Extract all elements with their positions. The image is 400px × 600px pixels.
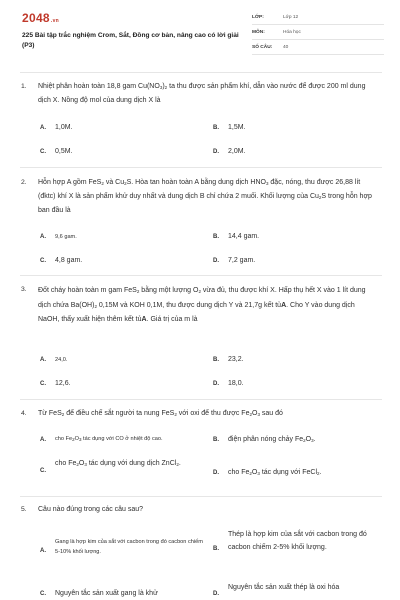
header-divider bbox=[20, 72, 382, 73]
option-letter: D. bbox=[213, 258, 219, 264]
question-number: 3. bbox=[21, 286, 27, 293]
site-logo[interactable] bbox=[22, 11, 59, 25]
question-text: Đốt cháy hoàn toàn m gam FeS$_2$ bằng một lượng $O_2$ vừa đủ, thu được khí X. Hấp thụ hết X vào 1 lít dung dịch chứa $Ba(OH)_2$ 0,15M và KOH 0,1M, thu được dung dịch Y và 21,7g kết tủA. Cho Y vào dung dịch NaOH, thấy xuất hiện thêm kết tủA. Giá trị của m là bbox=[38, 287, 366, 323]
option-text: 1,5M. bbox=[228, 124, 246, 131]
option-text: 1,0M. bbox=[55, 124, 73, 131]
document-title: 225 Bài tập trắc nghiệm Crom, Sắt, Đồng cơ bản, nâng cao có lời giải (P3) bbox=[22, 32, 239, 49]
option-text: Gang là hợp kim của sắt với cacbon trong đó cacbon chiếm 5-10% khối lượng. bbox=[55, 539, 203, 555]
question-divider bbox=[20, 496, 382, 497]
option-text: Nguyên tắc sản xuất thép là oxi hóa bbox=[228, 584, 340, 591]
option-text: 7,2 gam. bbox=[228, 257, 256, 264]
meta-class-row bbox=[252, 12, 384, 25]
option-text: 23,2. bbox=[228, 356, 244, 363]
question-text bbox=[38, 80, 378, 107]
option-letter: D. bbox=[213, 591, 219, 597]
option-letter: B. bbox=[213, 546, 219, 552]
option-letter: C. bbox=[40, 381, 46, 387]
option-text: 24,0. bbox=[55, 357, 68, 363]
option-text: Thép là hợp kim của sắt với cacbon trong đó cacbon chiếm 2-5% khối lượng. bbox=[228, 531, 367, 551]
option-text: cho $Fe_2O_3$ tác dụng với dung dịch ZnCl$_2$. bbox=[55, 460, 181, 467]
meta-count-row bbox=[252, 42, 384, 55]
option-letter: C. bbox=[40, 591, 46, 597]
question-number: 4. bbox=[21, 410, 27, 417]
option-text: 4,8 gam. bbox=[55, 257, 83, 264]
option-letter: D. bbox=[213, 470, 219, 476]
question-number: 1. bbox=[21, 83, 27, 90]
option-text: 12,6. bbox=[55, 380, 71, 387]
option-letter: D. bbox=[213, 381, 219, 387]
option-letter: B. bbox=[213, 125, 219, 131]
question-number: 5. bbox=[21, 506, 27, 513]
option-text: 18,0. bbox=[228, 380, 244, 387]
option-letter: C. bbox=[40, 468, 46, 474]
question-divider bbox=[20, 399, 382, 400]
meta-count-value: 40 bbox=[283, 45, 289, 50]
option-letter: A. bbox=[40, 357, 46, 363]
question-divider bbox=[20, 275, 382, 276]
meta-subject-value: Hóa học bbox=[283, 30, 301, 35]
option-text: 14,4 gam. bbox=[228, 233, 260, 240]
option-text: Nguyên tắc sản xuất gang là khử bbox=[55, 590, 158, 597]
option-letter: A. bbox=[40, 548, 46, 554]
option-letter: C. bbox=[40, 149, 46, 155]
option-text: điện phân nóng chảy $Fe_2O_3$. bbox=[228, 436, 316, 443]
option-letter: C. bbox=[40, 258, 46, 264]
logo-brand: 2048 bbox=[22, 11, 50, 25]
option-letter: A. bbox=[40, 125, 46, 131]
logo-suffix: .vn bbox=[50, 18, 60, 24]
option-letter: D. bbox=[213, 149, 219, 155]
question-text: Câu nào đúng trong các câu sau? bbox=[38, 506, 144, 513]
option-text: 9,6 gam. bbox=[55, 234, 77, 240]
question-text: Hỗn hợp A gồm FeS$_2$ và $Cu_2S$. Hòa tan hoàn toàn A bằng dung dịch $HNO_3$ đặc, nóng, thu được 26,88 lít (đktc) khí X là sản phẩm khử duy nhất và dung dịch B chỉ chứa 2 muối. Khối lượng của $Cu_2S$ trong hỗn hợp ban đầu là bbox=[38, 179, 372, 214]
option-letter: A. bbox=[40, 234, 46, 240]
option-text: 0,5M. bbox=[55, 148, 73, 155]
document-header bbox=[0, 0, 400, 68]
option-letter: A. bbox=[40, 437, 46, 443]
question-divider bbox=[20, 167, 382, 168]
meta-subject-label: MÔN: bbox=[252, 30, 265, 35]
option-text: cho $Fe_2O_3$ tác dụng với FeCl$_2$. bbox=[228, 469, 322, 476]
option-letter: B. bbox=[213, 357, 219, 363]
question-number: 2. bbox=[21, 179, 27, 186]
option-letter: B. bbox=[213, 437, 219, 443]
option-text: 2,0M. bbox=[228, 148, 246, 155]
q1-text-part: Nhiệt phân hoàn toàn 18,8 gam $Cu(NO_3)_2$ ta thu được sản phẩm khí, dẫn vào nước để được 200 ml dung dịch X. Nồng độ mol của dung dịch X là bbox=[38, 83, 366, 104]
question-text: Từ FeS$_2$ để điều chế sắt người ta nung FeS$_2$ với oxi để thu được $Fe_2O_3$ sau đó bbox=[38, 410, 283, 417]
meta-count-label: SỐ CÂU: bbox=[252, 45, 273, 50]
meta-class-label: LỚP: bbox=[252, 15, 264, 20]
option-text: cho $Fe_2O_3$ tác dụng với CO ở nhiệt độ cao. bbox=[55, 436, 163, 442]
document-meta bbox=[252, 12, 384, 55]
meta-class-value: Lớp 12 bbox=[283, 15, 299, 20]
option-letter: B. bbox=[213, 234, 219, 240]
meta-subject-row bbox=[252, 27, 384, 40]
